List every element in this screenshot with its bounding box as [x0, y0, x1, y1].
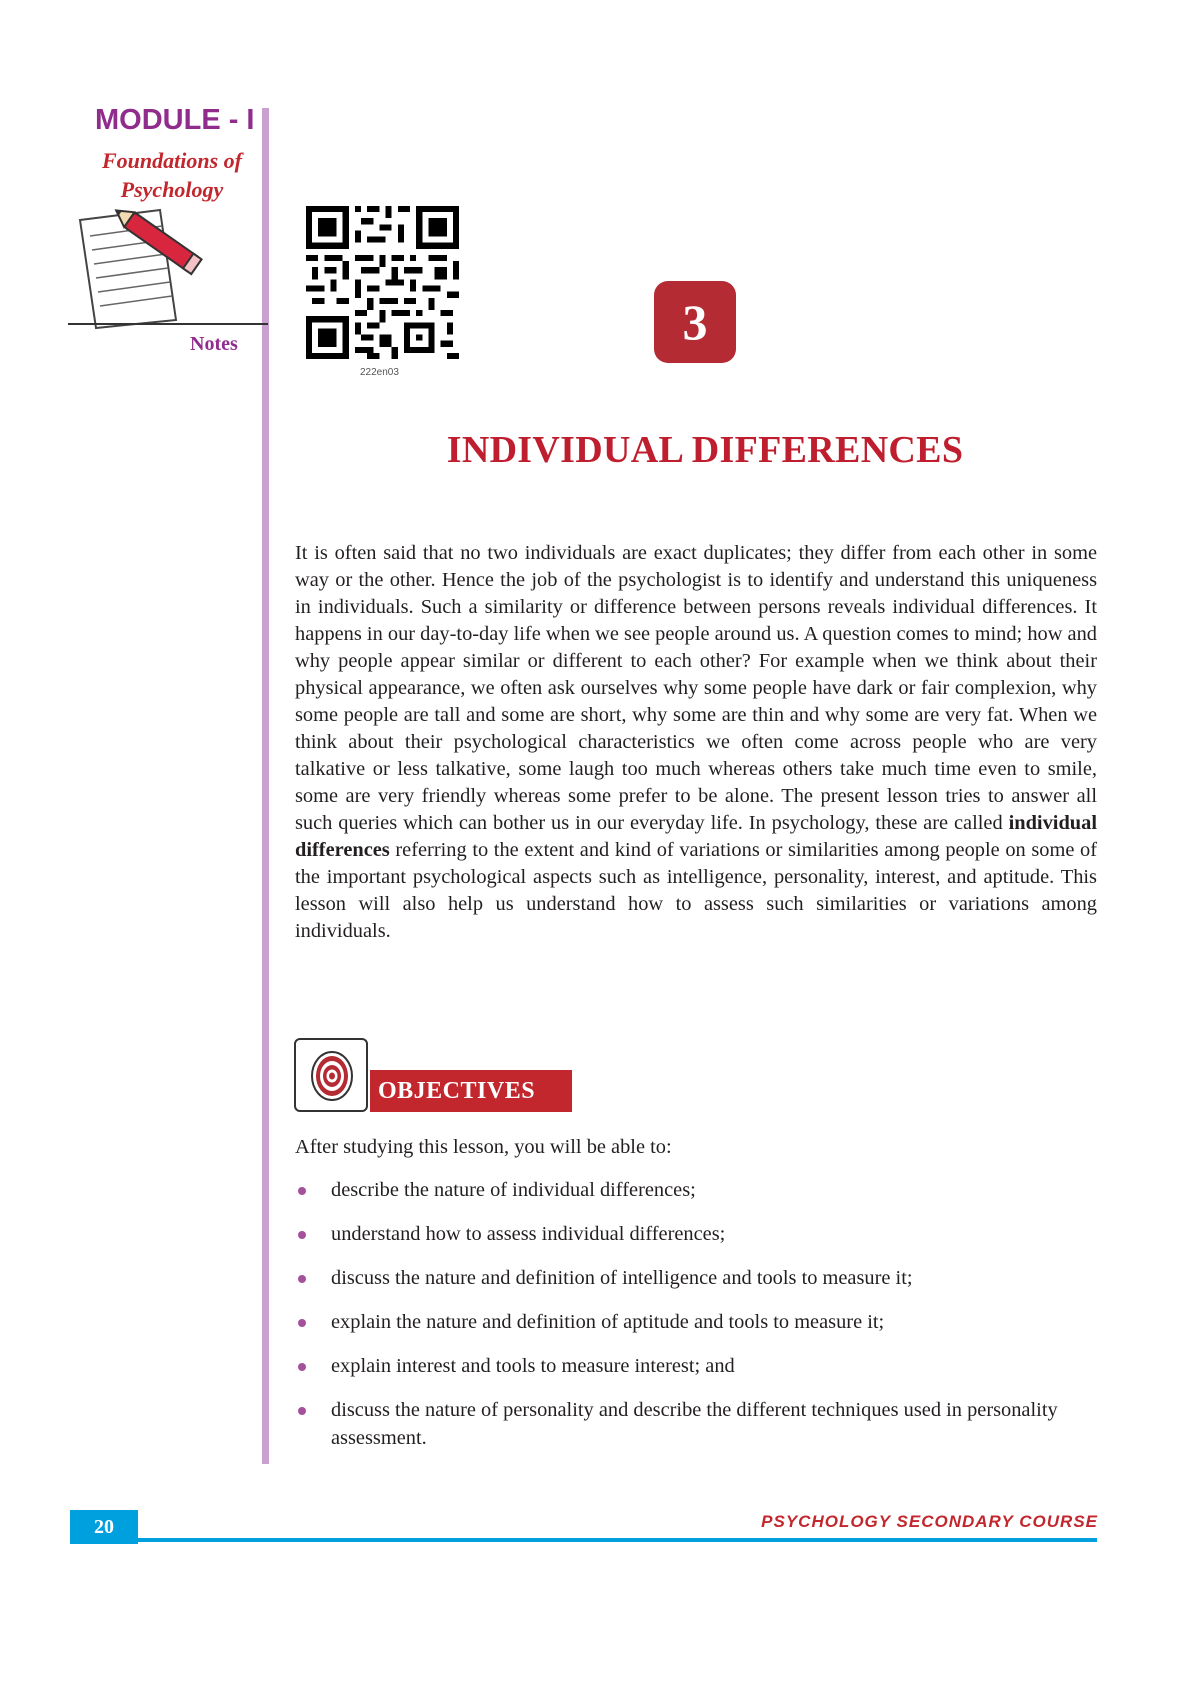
intro-paragraph [295, 540, 1097, 945]
chapter-title: INDIVIDUAL DIFFERENCES [446, 429, 964, 471]
bullet-icon [298, 1407, 306, 1415]
list-item: explain interest and tools to measure interest; and [295, 1352, 1097, 1380]
objectives-icon-box [294, 1038, 368, 1112]
bullet-icon [298, 1187, 306, 1195]
module-subtitle-line1: Foundations of [102, 148, 242, 173]
module-subtitle-line2: Psychology [120, 177, 224, 202]
list-item: discuss the nature of personality and describe the different techniques used in personality assessment. [295, 1396, 1097, 1452]
bullet-icon [298, 1363, 306, 1371]
bullet-icon [298, 1275, 306, 1283]
objectives-heading: OBJECTIVES [370, 1070, 572, 1112]
intro-text-part2: referring to the extent and kind of variations or similarities among people on some of the important psychological aspects such as intelligence, personality, interest, and aptitude. This lesson will also help us understand how to assess such similarities or variations among individuals. [295, 839, 1097, 942]
list-item: understand how to assess individual differences; [295, 1220, 1097, 1248]
qr-code-icon [306, 206, 459, 359]
objectives-intro: After studying this lesson, you will be able to: [295, 1136, 672, 1158]
footer-course-title: PSYCHOLOGY SECONDARY COURSE [761, 1512, 1098, 1531]
list-item: explain the nature and definition of aptitude and tools to measure it; [295, 1308, 1097, 1336]
chapter-number-badge: 3 [654, 281, 736, 363]
bullet-icon [298, 1319, 306, 1327]
intro-text-part1: It is often said that no two individuals are exact duplicates; they differ from each other in some way or the other. Hence the job of the psychologist is to identify and understand this uniqueness in individuals. Such a similarity or difference between persons reveals individual differences. It happens in our day-to-day life when we see people around us. A question comes to mind; how and why people appear similar or different to each other? For example when we think about their physical appearance, we often ask ourselves why some people have dark or fair complexion, why some people are tall and some are short, why some are thin and why some are very fat. When we think about their psychological characteristics we often come across people who are very talkative or less talkative, some laugh too much whereas others take much time even to smile, some are very friendly whereas some prefer to be alone. The present lesson tries to answer all such queries which can bother us in our everyday life. In psychology, these are called [295, 542, 1097, 834]
qr-code-label: 222en03 [360, 367, 399, 378]
module-title: MODULE - I [95, 104, 255, 136]
objectives-list [295, 1176, 1097, 1468]
list-item: discuss the nature and definition of intelligence and tools to measure it; [295, 1264, 1097, 1292]
list-item: describe the nature of individual differences; [295, 1176, 1097, 1204]
module-subtitle [84, 146, 260, 204]
page-number: 20 [70, 1510, 138, 1544]
notes-label: Notes [190, 333, 238, 355]
intro-keyword: individual differences [295, 812, 1097, 861]
notes-pencil-icon [68, 208, 268, 333]
bullet-icon [298, 1231, 306, 1239]
footer-rule [70, 1538, 1097, 1542]
target-icon [308, 1048, 356, 1104]
